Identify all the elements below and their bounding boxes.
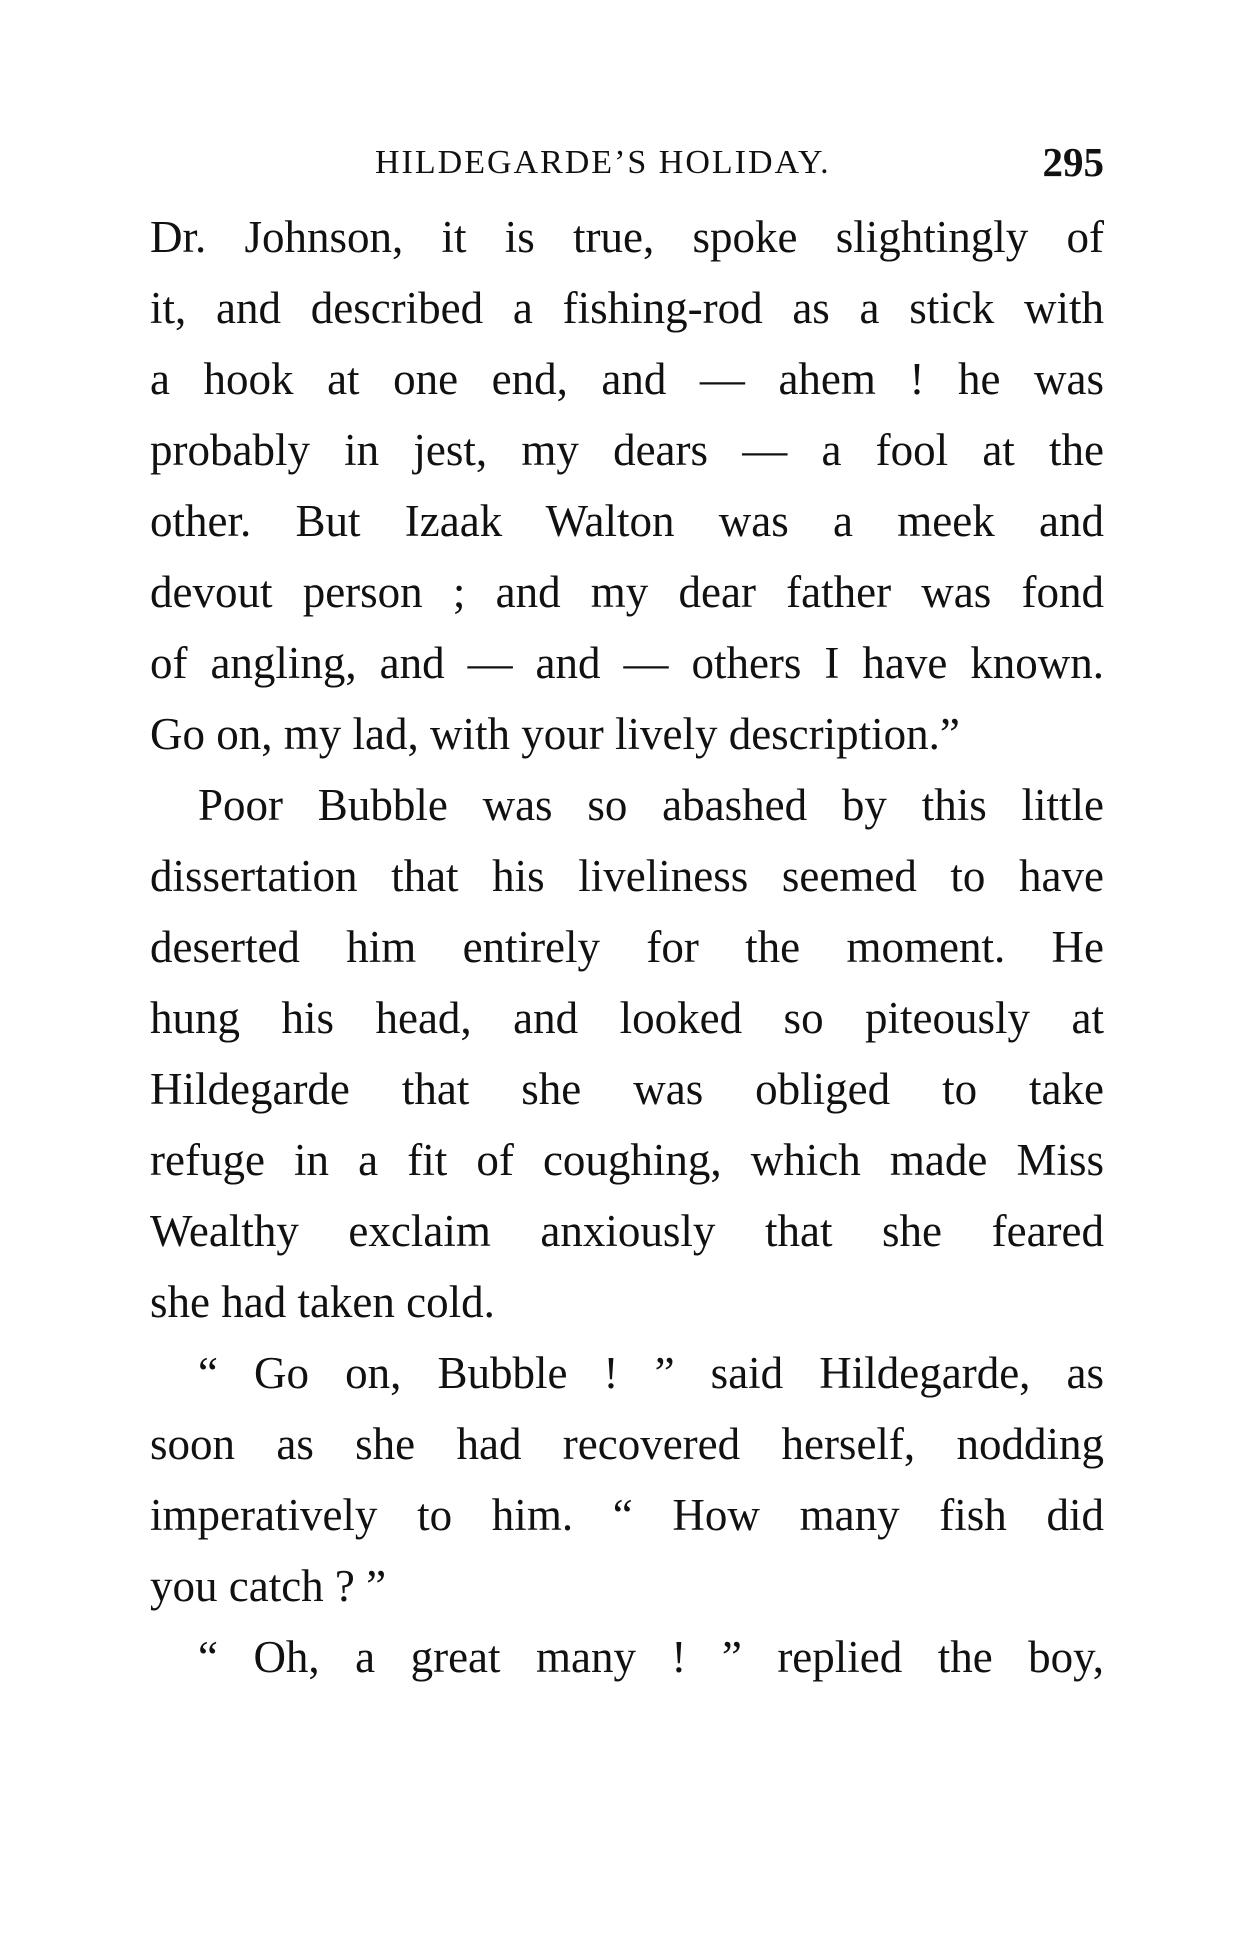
- text-line: devout person ; and my dear father was fond: [150, 567, 1104, 617]
- running-title: HILDEGARDE’S HOLIDAY.: [375, 144, 831, 181]
- text-line: Wealthy exclaim anxiously that she feared: [150, 1206, 1104, 1256]
- text-line: Go on, my lad, with your lively description.”: [150, 709, 960, 759]
- paragraph-1: [150, 202, 1104, 770]
- paragraph-2: [150, 770, 1104, 1338]
- text-line: other. But Izaak Walton was a meek and: [150, 496, 1104, 546]
- running-head: [150, 130, 1104, 202]
- text-line: of angling, and — and — others I have known.: [150, 638, 1104, 688]
- page-number: 295: [1042, 139, 1104, 185]
- text-line: “ Go on, Bubble ! ” said Hildegarde, as: [198, 1348, 1104, 1398]
- text-line: it, and described a fishing-rod as a stick with: [150, 283, 1104, 333]
- text-line: dissertation that his liveliness seemed to have: [150, 851, 1104, 901]
- text-line: refuge in a fit of coughing, which made Miss: [150, 1135, 1104, 1185]
- paragraph-4: [150, 1622, 1104, 1693]
- text-line: a hook at one end, and — ahem ! he was: [150, 354, 1104, 404]
- text-line: Hildegarde that she was obliged to take: [150, 1064, 1104, 1114]
- text-line: probably in jest, my dears — a fool at the: [150, 425, 1104, 475]
- text-line: Poor Bubble was so abashed by this little: [198, 780, 1104, 830]
- text-line: she had taken cold.: [150, 1277, 495, 1327]
- book-page: [150, 130, 1104, 1693]
- text-line: imperatively to him. “ How many fish did: [150, 1490, 1104, 1540]
- text-line: “ Oh, a great many ! ” replied the boy,: [198, 1632, 1104, 1682]
- text-line: Dr. Johnson, it is true, spoke slightingly of: [150, 212, 1104, 262]
- paragraph-3: [150, 1338, 1104, 1622]
- text-line: hung his head, and looked so piteously at: [150, 993, 1104, 1043]
- text-line: deserted him entirely for the moment. He: [150, 922, 1104, 972]
- text-line: you catch ? ”: [150, 1561, 387, 1611]
- text-line: soon as she had recovered herself, nodding: [150, 1419, 1104, 1469]
